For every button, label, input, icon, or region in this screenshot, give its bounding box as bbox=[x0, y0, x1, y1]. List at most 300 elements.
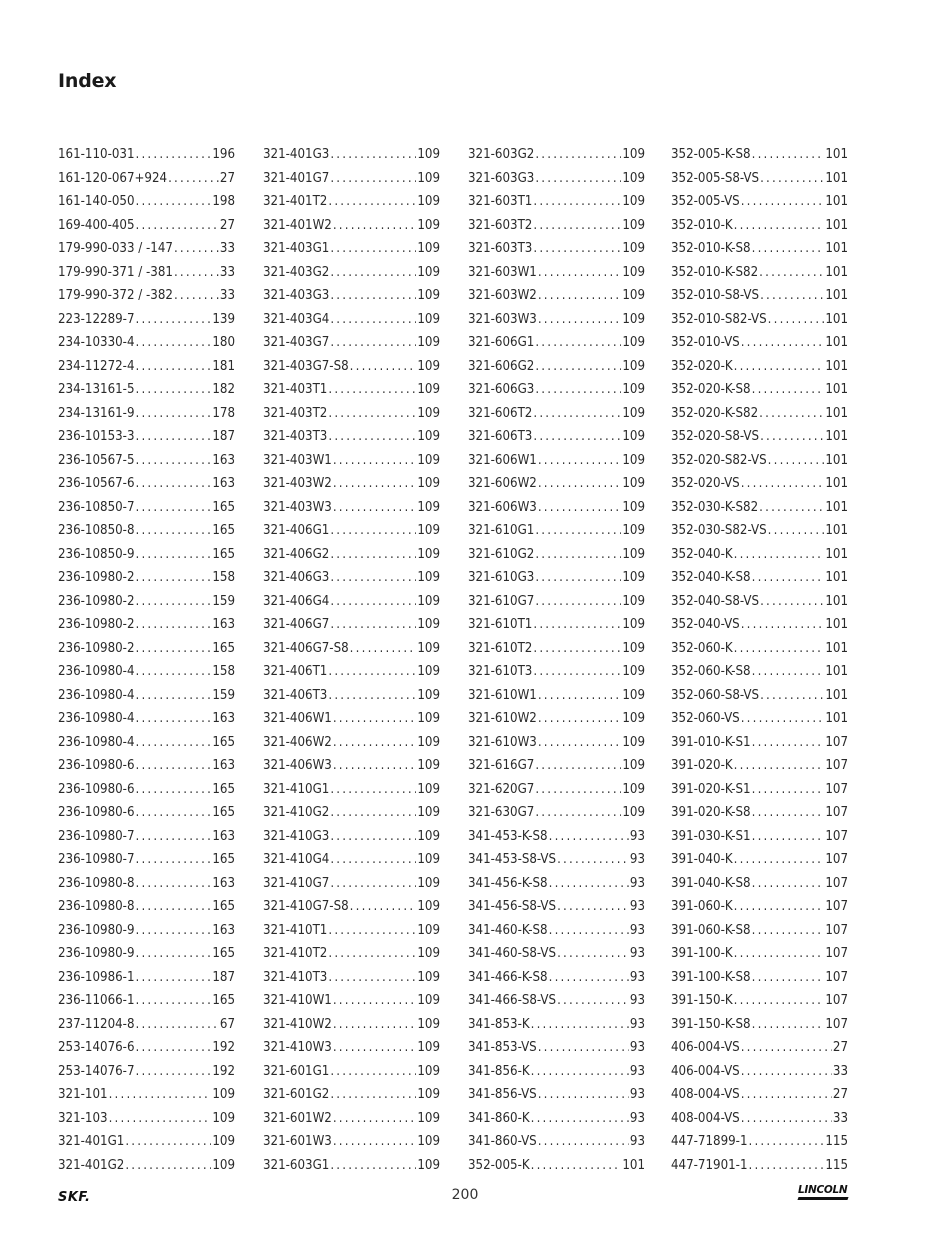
index-entry bbox=[263, 966, 440, 990]
dot-leader bbox=[330, 590, 416, 614]
part-number: 321-410G3 bbox=[263, 828, 330, 844]
dot-leader bbox=[768, 519, 825, 543]
dot-leader bbox=[136, 331, 212, 355]
index-entry bbox=[468, 1154, 645, 1178]
part-number: 236-10980-2 bbox=[58, 617, 135, 632]
dot-leader bbox=[538, 684, 622, 708]
part-number: 223-12289-7 bbox=[58, 311, 135, 327]
part-number: 321-610W3 bbox=[468, 734, 537, 750]
index-entry bbox=[671, 637, 848, 661]
page-reference: 33 bbox=[219, 288, 235, 303]
part-number: 352-060-K bbox=[671, 640, 733, 656]
index-entry bbox=[58, 566, 235, 590]
index-entry bbox=[58, 190, 235, 214]
page-reference: 101 bbox=[825, 241, 848, 256]
index-entry bbox=[263, 1036, 440, 1060]
part-number: 391-060-K-S8 bbox=[671, 922, 751, 938]
index-entry bbox=[468, 543, 645, 567]
index-entry bbox=[263, 472, 440, 496]
part-number: 352-020-K-S8 bbox=[671, 382, 751, 397]
part-number: 321-606T2 bbox=[468, 405, 533, 421]
part-number: 321-603W2 bbox=[468, 288, 537, 303]
page-reference: 109 bbox=[622, 546, 645, 562]
index-entry bbox=[58, 143, 235, 167]
page-reference: 109 bbox=[622, 593, 645, 609]
part-number: 341-856-VS bbox=[468, 1087, 537, 1102]
part-number: 321-401G3 bbox=[263, 147, 330, 162]
index-entry bbox=[58, 402, 235, 426]
page-reference: 187 bbox=[212, 429, 235, 444]
part-number: 321-403G7-S8 bbox=[263, 358, 349, 374]
part-number: 236-10980-4 bbox=[58, 711, 135, 726]
index-entry bbox=[468, 355, 645, 379]
dot-leader bbox=[136, 519, 212, 543]
page-reference: 109 bbox=[417, 687, 440, 703]
index-entry bbox=[468, 1060, 645, 1084]
page-reference: 101 bbox=[825, 617, 848, 632]
dot-leader bbox=[535, 543, 621, 567]
dot-leader bbox=[538, 308, 622, 332]
dot-leader bbox=[330, 778, 416, 802]
index-entry bbox=[671, 402, 848, 426]
dot-leader bbox=[538, 1083, 629, 1107]
dot-leader bbox=[535, 143, 621, 167]
part-number: 321-606W3 bbox=[468, 499, 537, 515]
dot-leader bbox=[759, 496, 824, 520]
dot-leader bbox=[333, 1107, 417, 1131]
index-entry bbox=[58, 543, 235, 567]
dot-leader bbox=[749, 1154, 825, 1178]
index-entry bbox=[263, 942, 440, 966]
page-reference: 107 bbox=[825, 852, 848, 867]
index-entry bbox=[263, 449, 440, 473]
page-reference: 187 bbox=[212, 969, 235, 985]
dot-leader bbox=[749, 1130, 825, 1154]
dot-leader bbox=[535, 778, 621, 802]
page-reference: 109 bbox=[417, 147, 440, 162]
index-entry bbox=[468, 989, 645, 1013]
index-entry bbox=[671, 966, 848, 990]
dot-leader bbox=[136, 308, 212, 332]
page-reference: 109 bbox=[622, 147, 645, 162]
dot-leader bbox=[741, 1060, 832, 1084]
part-number: 341-466-S8-VS bbox=[468, 993, 557, 1008]
page-reference: 109 bbox=[417, 452, 440, 468]
dot-leader bbox=[330, 825, 416, 849]
dot-leader bbox=[734, 895, 825, 919]
dot-leader bbox=[734, 637, 825, 661]
page-reference: 107 bbox=[825, 993, 848, 1008]
page-reference: 181 bbox=[212, 358, 235, 374]
dot-leader bbox=[136, 660, 212, 684]
part-number: 236-10850-9 bbox=[58, 546, 135, 562]
dot-leader bbox=[136, 425, 212, 449]
index-entry bbox=[468, 754, 645, 778]
index-entry bbox=[468, 143, 645, 167]
index-entry bbox=[468, 331, 645, 355]
part-number: 391-010-K-S1 bbox=[671, 734, 751, 750]
dot-leader bbox=[328, 684, 416, 708]
dot-leader bbox=[136, 801, 212, 825]
part-number: 321-606W2 bbox=[468, 476, 537, 491]
index-entry bbox=[468, 660, 645, 684]
page-reference: 115 bbox=[825, 1134, 848, 1149]
page-reference: 107 bbox=[825, 1016, 848, 1032]
dot-leader bbox=[136, 989, 212, 1013]
index-entry bbox=[263, 1083, 440, 1107]
page-reference: 101 bbox=[622, 1157, 645, 1173]
page-reference: 109 bbox=[417, 593, 440, 609]
index-entry bbox=[468, 942, 645, 966]
part-number: 321-620G7 bbox=[468, 781, 535, 797]
dot-leader bbox=[136, 613, 212, 637]
part-number: 236-11066-1 bbox=[58, 993, 135, 1008]
part-number: 341-466-K-S8 bbox=[468, 969, 548, 985]
page-reference: 109 bbox=[417, 382, 440, 397]
page-reference: 109 bbox=[417, 499, 440, 515]
dot-leader bbox=[328, 378, 416, 402]
index-entry bbox=[671, 308, 848, 332]
index-entry bbox=[671, 895, 848, 919]
index-entry bbox=[263, 496, 440, 520]
dot-leader bbox=[741, 1107, 832, 1131]
index-entry bbox=[468, 167, 645, 191]
dot-leader bbox=[535, 566, 621, 590]
index-entry bbox=[263, 1130, 440, 1154]
index-entry bbox=[263, 425, 440, 449]
part-number: 352-010-S82-VS bbox=[671, 311, 767, 327]
part-number: 321-403T3 bbox=[263, 429, 328, 444]
index-entry bbox=[671, 989, 848, 1013]
index-entry bbox=[671, 566, 848, 590]
part-number: 321-401G2 bbox=[58, 1157, 125, 1173]
index-entry bbox=[263, 590, 440, 614]
part-number: 161-110-031 bbox=[58, 147, 135, 162]
part-number: 321-410W1 bbox=[263, 993, 332, 1008]
part-number: 253-14076-6 bbox=[58, 1040, 135, 1055]
dot-leader bbox=[136, 566, 212, 590]
part-number: 236-10980-4 bbox=[58, 664, 135, 679]
dot-leader bbox=[330, 1154, 416, 1178]
page-reference: 107 bbox=[825, 734, 848, 750]
index-entry bbox=[468, 1036, 645, 1060]
dot-leader bbox=[557, 989, 629, 1013]
index-entry bbox=[671, 825, 848, 849]
part-number: 321-410W3 bbox=[263, 1040, 332, 1055]
dot-leader bbox=[752, 660, 825, 684]
dot-leader bbox=[535, 801, 621, 825]
index-entry bbox=[671, 425, 848, 449]
index-entry bbox=[263, 684, 440, 708]
index-entry bbox=[263, 872, 440, 896]
page-reference: 109 bbox=[212, 1087, 235, 1102]
part-number: 321-601W3 bbox=[263, 1134, 332, 1149]
page-reference: 196 bbox=[212, 147, 235, 162]
page-reference: 163 bbox=[212, 758, 235, 773]
page-reference: 178 bbox=[212, 405, 235, 421]
dot-leader bbox=[752, 801, 825, 825]
dot-leader bbox=[752, 566, 825, 590]
index-entry bbox=[671, 519, 848, 543]
part-number: 352-010-K-S82 bbox=[671, 264, 759, 280]
part-number: 352-040-K bbox=[671, 546, 733, 562]
index-entry bbox=[58, 496, 235, 520]
dot-leader bbox=[549, 919, 629, 943]
page-reference: 109 bbox=[212, 1110, 235, 1126]
part-number: 321-603T2 bbox=[468, 217, 533, 233]
index-entry bbox=[263, 848, 440, 872]
part-number: 341-456-S8-VS bbox=[468, 899, 557, 914]
dot-leader bbox=[759, 402, 824, 426]
page-reference: 165 bbox=[212, 805, 235, 820]
index-entry bbox=[263, 331, 440, 355]
dot-leader bbox=[136, 707, 212, 731]
part-number: 352-030-K-S82 bbox=[671, 499, 759, 515]
index-entry bbox=[58, 449, 235, 473]
index-entry bbox=[263, 895, 440, 919]
page-reference: 109 bbox=[417, 805, 440, 820]
index-entry bbox=[468, 590, 645, 614]
index-entry bbox=[671, 707, 848, 731]
dot-leader bbox=[734, 989, 825, 1013]
page-reference: 109 bbox=[417, 758, 440, 773]
index-entry bbox=[671, 143, 848, 167]
page-reference: 109 bbox=[417, 1157, 440, 1173]
part-number: 321-610T2 bbox=[468, 640, 533, 656]
part-number: 321-103 bbox=[58, 1110, 108, 1126]
page-reference: 101 bbox=[825, 687, 848, 703]
page-reference: 109 bbox=[417, 1087, 440, 1102]
page-reference: 109 bbox=[622, 781, 645, 797]
dot-leader bbox=[752, 731, 825, 755]
dot-leader bbox=[333, 1036, 417, 1060]
dot-leader bbox=[752, 143, 825, 167]
page-reference: 33 bbox=[219, 241, 235, 256]
dot-leader bbox=[760, 684, 824, 708]
index-entry bbox=[468, 1107, 645, 1131]
page-reference: 101 bbox=[825, 452, 848, 468]
page-reference: 109 bbox=[417, 1110, 440, 1126]
index-entry bbox=[58, 731, 235, 755]
part-number: 352-010-S8-VS bbox=[671, 288, 760, 303]
part-number: 179-990-371 / -381 bbox=[58, 264, 173, 280]
index-entry bbox=[671, 613, 848, 637]
dot-leader bbox=[136, 378, 212, 402]
index-entry bbox=[263, 519, 440, 543]
part-number: 321-403G3 bbox=[263, 288, 330, 303]
page-reference: 159 bbox=[212, 687, 235, 703]
page-reference: 101 bbox=[825, 358, 848, 374]
dot-leader bbox=[535, 590, 621, 614]
part-number: 341-856-K bbox=[468, 1063, 530, 1079]
page-reference: 165 bbox=[212, 993, 235, 1008]
dot-leader bbox=[350, 637, 417, 661]
dot-leader bbox=[538, 472, 622, 496]
page-reference: 109 bbox=[417, 828, 440, 844]
page-reference: 101 bbox=[825, 476, 848, 491]
index-entry bbox=[468, 637, 645, 661]
page-reference: 109 bbox=[417, 946, 440, 961]
dot-leader bbox=[533, 637, 621, 661]
page-reference: 109 bbox=[622, 499, 645, 515]
page-reference: 93 bbox=[629, 828, 645, 844]
index-entry bbox=[58, 237, 235, 261]
page-reference: 109 bbox=[417, 241, 440, 256]
dot-leader bbox=[760, 167, 824, 191]
part-number: 391-020-K bbox=[671, 758, 733, 773]
index-entry bbox=[671, 1107, 848, 1131]
page-reference: 109 bbox=[622, 664, 645, 679]
page-reference: 101 bbox=[825, 147, 848, 162]
page-reference: 109 bbox=[417, 993, 440, 1008]
index-entry bbox=[468, 778, 645, 802]
page-reference: 109 bbox=[417, 194, 440, 209]
index-entry bbox=[263, 754, 440, 778]
index-entry bbox=[671, 942, 848, 966]
index-entry bbox=[58, 1083, 235, 1107]
dot-leader bbox=[535, 331, 621, 355]
page-reference: 93 bbox=[629, 852, 645, 867]
part-number: 321-610T3 bbox=[468, 664, 533, 679]
part-number: 352-020-K bbox=[671, 358, 733, 374]
page-reference: 101 bbox=[825, 570, 848, 585]
index-entry bbox=[58, 825, 235, 849]
index-entry bbox=[671, 919, 848, 943]
dot-leader bbox=[538, 261, 622, 285]
part-number: 391-040-K-S8 bbox=[671, 875, 751, 891]
index-entry bbox=[58, 167, 235, 191]
part-number: 321-406W1 bbox=[263, 711, 332, 726]
dot-leader bbox=[136, 778, 212, 802]
part-number: 321-606T3 bbox=[468, 429, 533, 444]
page-reference: 101 bbox=[825, 640, 848, 656]
dot-leader bbox=[333, 1130, 417, 1154]
index-entry bbox=[671, 284, 848, 308]
index-entry bbox=[58, 754, 235, 778]
dot-leader bbox=[125, 1154, 211, 1178]
index-entry bbox=[58, 966, 235, 990]
part-number: 321-601W2 bbox=[263, 1110, 332, 1126]
index-entry bbox=[671, 331, 848, 355]
part-number: 341-456-K-S8 bbox=[468, 875, 548, 891]
index-entry bbox=[263, 778, 440, 802]
page-reference: 139 bbox=[212, 311, 235, 327]
page-reference: 159 bbox=[212, 593, 235, 609]
page-reference: 165 bbox=[212, 546, 235, 562]
dot-leader bbox=[533, 214, 621, 238]
part-number: 321-410G7 bbox=[263, 875, 330, 891]
index-entry bbox=[263, 731, 440, 755]
index-entry bbox=[671, 590, 848, 614]
page-reference: 109 bbox=[622, 358, 645, 374]
part-number: 352-060-K-S8 bbox=[671, 664, 751, 679]
part-number: 321-610W1 bbox=[468, 687, 537, 703]
page-reference: 165 bbox=[212, 946, 235, 961]
part-number: 321-403G2 bbox=[263, 264, 330, 280]
dot-leader bbox=[330, 143, 416, 167]
page-reference: 109 bbox=[622, 217, 645, 233]
dot-leader bbox=[741, 613, 825, 637]
dot-leader bbox=[174, 284, 219, 308]
page-reference: 109 bbox=[622, 617, 645, 632]
index-entry bbox=[468, 919, 645, 943]
skf-logo: SKF. bbox=[58, 1190, 91, 1205]
index-entry bbox=[58, 472, 235, 496]
page-reference: 93 bbox=[629, 1016, 645, 1032]
part-number: 341-453-S8-VS bbox=[468, 852, 557, 867]
part-number: 321-401W2 bbox=[263, 217, 332, 233]
dot-leader bbox=[760, 284, 824, 308]
page-reference: 109 bbox=[417, 264, 440, 280]
dot-leader bbox=[741, 190, 825, 214]
page-reference: 93 bbox=[629, 1134, 645, 1149]
page-reference: 107 bbox=[825, 758, 848, 773]
part-number: 236-10850-8 bbox=[58, 523, 135, 538]
index-entry bbox=[468, 237, 645, 261]
page-reference: 109 bbox=[417, 640, 440, 656]
index-entry bbox=[58, 355, 235, 379]
part-number: 321-630G7 bbox=[468, 805, 535, 820]
part-number: 253-14076-7 bbox=[58, 1063, 135, 1079]
part-number: 447-71899-1 bbox=[671, 1134, 748, 1149]
page-reference: 27 bbox=[219, 217, 235, 233]
part-number: 321-406G7-S8 bbox=[263, 640, 349, 656]
index-entry bbox=[263, 1060, 440, 1084]
dot-leader bbox=[109, 1107, 212, 1131]
index-entry bbox=[468, 214, 645, 238]
part-number: 236-10850-7 bbox=[58, 499, 135, 515]
part-number: 408-004-VS bbox=[671, 1087, 740, 1102]
index-entry bbox=[671, 872, 848, 896]
dot-leader bbox=[328, 966, 416, 990]
page-reference: 165 bbox=[212, 523, 235, 538]
page-reference: 67 bbox=[219, 1016, 235, 1032]
dot-leader bbox=[174, 237, 219, 261]
page-reference: 27 bbox=[832, 1040, 848, 1055]
part-number: 352-005-K-S8 bbox=[671, 147, 751, 162]
dot-leader bbox=[330, 1060, 416, 1084]
part-number: 236-10980-6 bbox=[58, 781, 135, 797]
dot-leader bbox=[752, 237, 825, 261]
page-reference: 101 bbox=[825, 311, 848, 327]
dot-leader bbox=[760, 590, 824, 614]
dot-leader bbox=[535, 519, 621, 543]
index-entry bbox=[58, 778, 235, 802]
part-number: 321-606G1 bbox=[468, 335, 535, 350]
part-number: 321-406G4 bbox=[263, 593, 330, 609]
dot-leader bbox=[533, 402, 621, 426]
page-reference: 101 bbox=[825, 264, 848, 280]
part-number: 237-11204-8 bbox=[58, 1016, 135, 1032]
page-reference: 109 bbox=[212, 1157, 235, 1173]
index-entry bbox=[263, 237, 440, 261]
index-entry bbox=[58, 1107, 235, 1131]
dot-leader bbox=[734, 214, 825, 238]
index-entry bbox=[468, 284, 645, 308]
part-number: 321-610G2 bbox=[468, 546, 535, 562]
page-reference: 109 bbox=[622, 241, 645, 256]
part-number: 236-10980-8 bbox=[58, 875, 135, 891]
page-reference: 109 bbox=[212, 1134, 235, 1149]
index-entry bbox=[671, 1130, 848, 1154]
index-entry bbox=[58, 684, 235, 708]
page-reference: 107 bbox=[825, 781, 848, 797]
index-entry bbox=[671, 801, 848, 825]
index-entry bbox=[263, 1154, 440, 1178]
dot-leader bbox=[136, 825, 212, 849]
dot-leader bbox=[136, 496, 212, 520]
dot-leader bbox=[125, 1130, 211, 1154]
